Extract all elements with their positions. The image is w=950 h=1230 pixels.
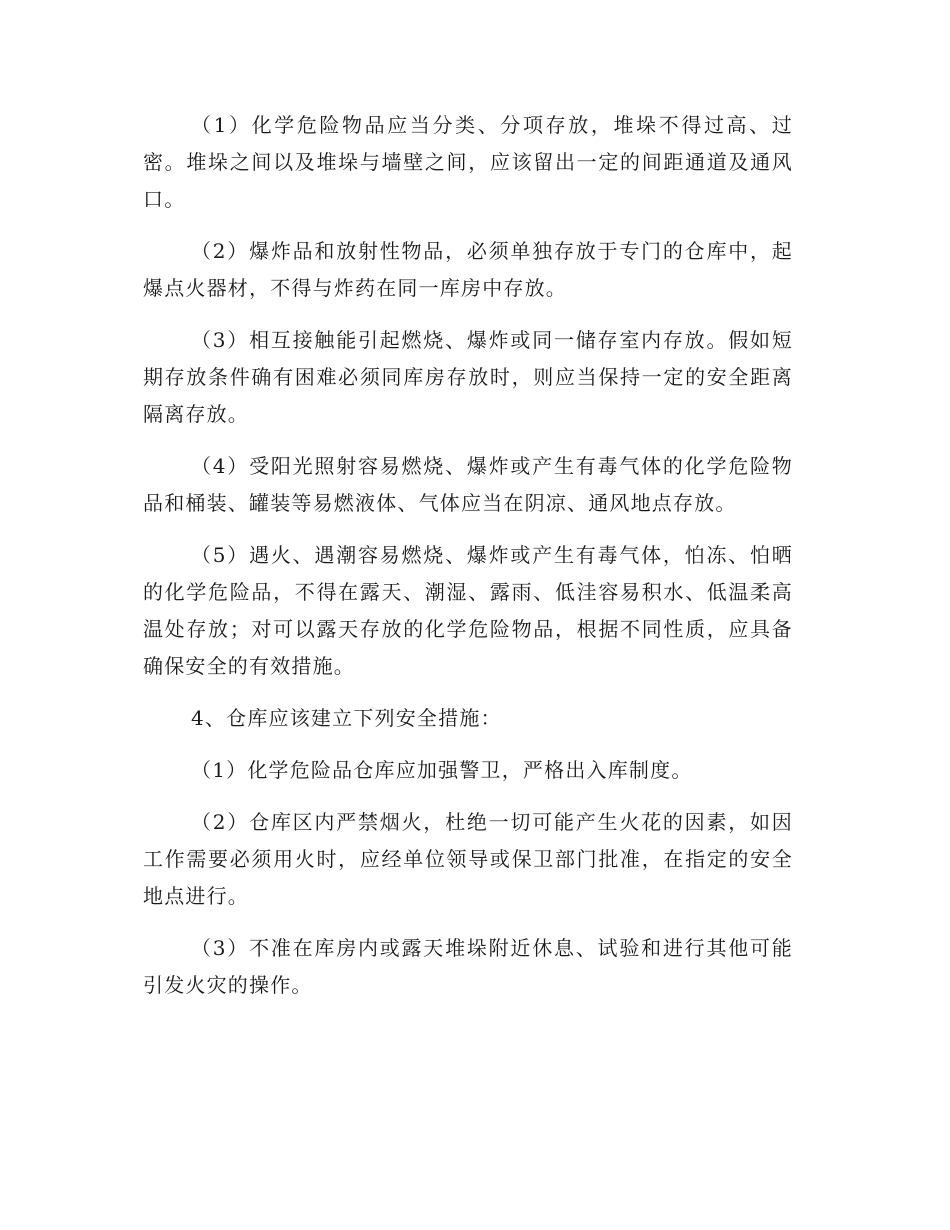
paragraph-storage-rule-5: （5）遇火、遇潮容易燃烧、爆炸或产生有毒气体，怕冻、怕晒的化学危险品，不得在露天、潮湿、露雨、低洼容易积水、低温柔高温处存放；对可以露天存放的化学危险物品，根据不同性质，应具备确保安全的有效措施。 xyxy=(143,543,793,678)
paragraph-storage-rule-1: （1）化学危险物品应当分类、分项存放，堆垛不得过高、过密。堆垛之间以及堆垛与墙壁之间，应该留出一定的间距通道及通风口。 xyxy=(143,113,793,211)
paragraph-safety-measure-3: （3）不准在库房内或露天堆垛附近休息、试验和进行其他可能引发火灾的操作。 xyxy=(143,936,793,997)
section-heading-safety-measures: 4、仓库应该建立下列安全措施： xyxy=(191,706,502,730)
paragraph-storage-rule-4: （4）受阳光照射容易燃烧、爆炸或产生有毒气体的化学危险物品和桶装、罐装等易燃液体、气体应当在阴凉、通风地点存放。 xyxy=(143,454,793,515)
paragraph-safety-measure-2: （2）仓库区内严禁烟火，杜绝一切可能产生火花的因素，如因工作需要必须用火时，应经单位领导或保卫部门批准，在指定的安全地点进行。 xyxy=(143,810,793,908)
paragraph-storage-rule-2: （2）爆炸品和放射性物品，必须单独存放于专门的仓库中，起爆点火器材，不得与炸药在同一库房中存放。 xyxy=(143,239,793,300)
paragraph-storage-rule-3: （3）相互接触能引起燃烧、爆炸或同一储存室内存放。假如短期存放条件确有困难必须同库房存放时，则应当保持一定的安全距离隔离存放。 xyxy=(143,328,793,426)
paragraph-safety-measure-1: （1）化学危险品仓库应加强警卫，严格出入库制度。 xyxy=(191,758,693,782)
document-body xyxy=(143,107,793,1019)
